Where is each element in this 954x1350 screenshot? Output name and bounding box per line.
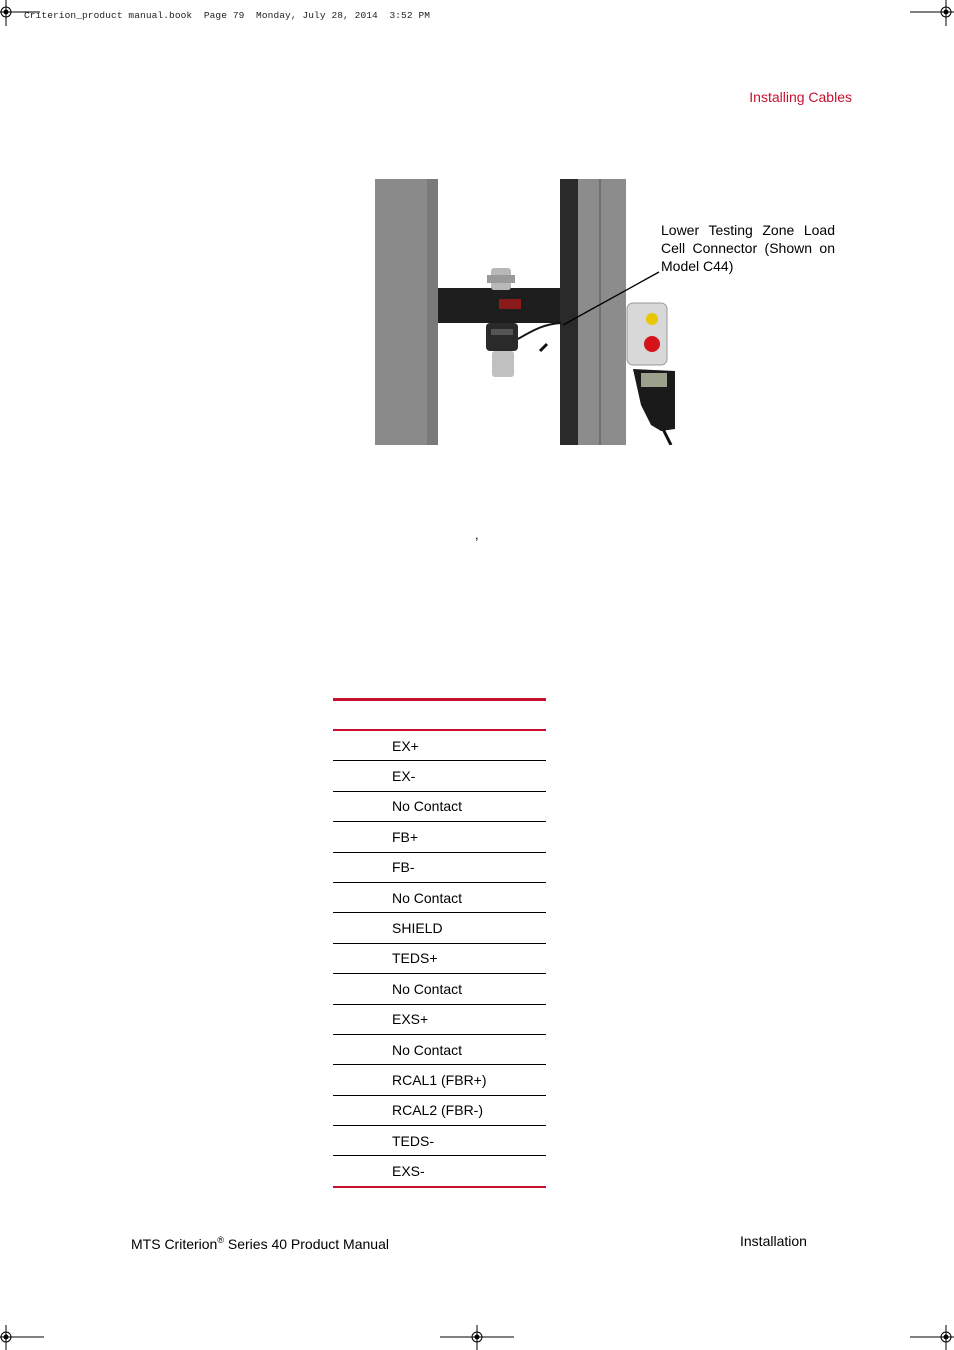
registration-mark-top-left <box>0 0 40 26</box>
table-row <box>333 1065 546 1095</box>
registration-mark-bottom-center <box>440 1325 514 1350</box>
print-slug-line: Criterion_product manual.book Page 79 Monday, July 28, 2014 3:52 PM <box>24 10 431 21</box>
pin-signal-cell: No Contact <box>333 1034 546 1064</box>
table-row <box>333 852 546 882</box>
load-frame-photo <box>375 179 675 445</box>
table-row <box>333 1156 546 1187</box>
table-row <box>333 1126 546 1156</box>
table-header-cell <box>333 700 546 731</box>
table-row <box>333 913 546 943</box>
pin-signal-cell: RCAL1 (FBR+) <box>333 1065 546 1095</box>
registration-mark-top-right <box>910 0 954 26</box>
table-row <box>333 761 546 791</box>
registered-mark: ® <box>217 1235 224 1245</box>
registration-mark-bottom-right <box>910 1325 954 1350</box>
table-row <box>333 1034 546 1064</box>
footer-manual-title: MTS Criterion® Series 40 Product Manual <box>131 1235 389 1252</box>
table-row <box>333 882 546 912</box>
pin-signal-cell: EX+ <box>333 730 546 761</box>
table-row <box>333 730 546 761</box>
pin-signal-cell: RCAL2 (FBR-) <box>333 1095 546 1125</box>
registration-mark-bottom-left <box>0 1325 44 1350</box>
pin-signal-cell: TEDS+ <box>333 943 546 973</box>
pin-signal-cell: No Contact <box>333 974 546 1004</box>
pin-signal-cell: FB+ <box>333 822 546 852</box>
footer-chapter: Installation <box>740 1233 807 1249</box>
table-row <box>333 974 546 1004</box>
crosshead-display <box>499 299 521 309</box>
pin-signal-cell: No Contact <box>333 882 546 912</box>
figure-callout: Lower Testing Zone Load Cell Connector (Shown on Model C44) <box>661 222 835 274</box>
load-cell <box>486 323 518 351</box>
pin-signal-cell: FB- <box>333 852 546 882</box>
pin-assignment-table <box>333 698 546 1188</box>
section-header: Installing Cables <box>749 89 852 105</box>
table-row <box>333 822 546 852</box>
table-row <box>333 943 546 973</box>
table-row <box>333 791 546 821</box>
pin-signal-cell: EXS- <box>333 1156 546 1187</box>
pin-signal-cell: TEDS- <box>333 1126 546 1156</box>
pin-signal-cell: No Contact <box>333 791 546 821</box>
pin-signal-cell: EX- <box>333 761 546 791</box>
pin-signal-cell: EXS+ <box>333 1004 546 1034</box>
table-row <box>333 1095 546 1125</box>
table-header-row <box>333 700 546 731</box>
pin-signal-cell: SHIELD <box>333 913 546 943</box>
stray-mark: , <box>475 527 479 542</box>
table-row <box>333 1004 546 1034</box>
estop-pendant <box>627 303 667 365</box>
